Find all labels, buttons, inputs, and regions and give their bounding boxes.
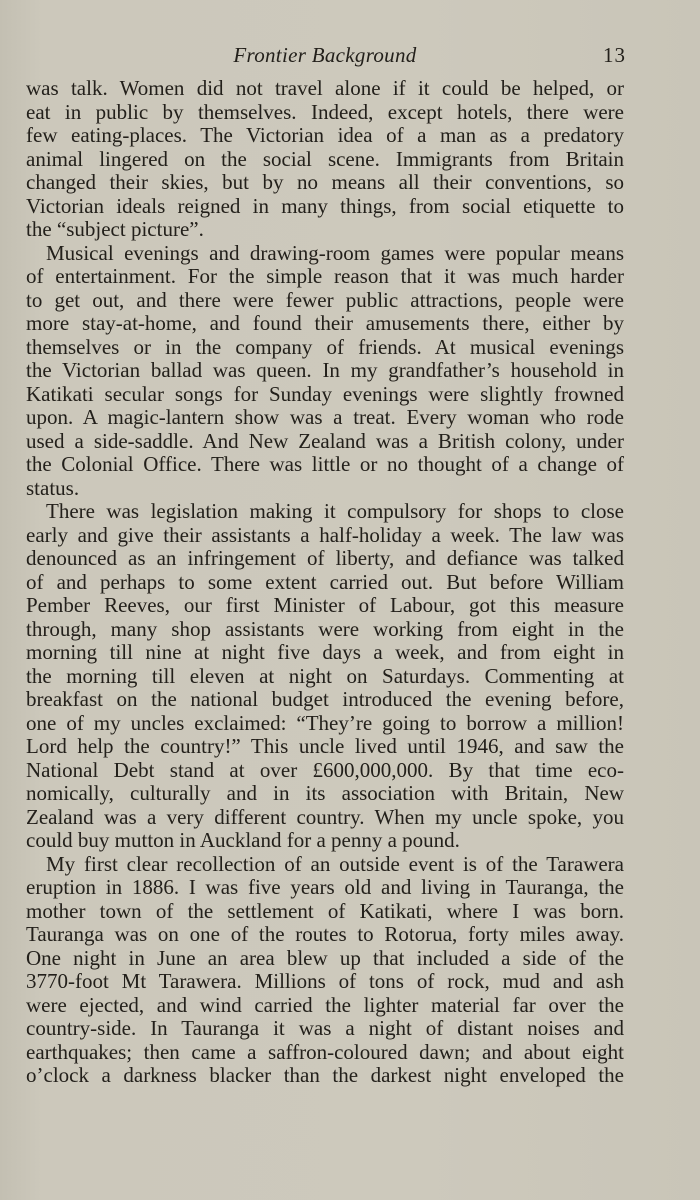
text-line: of entertainment. For the simple reason that it was much harder: [26, 264, 624, 288]
page-number: 13: [603, 43, 626, 67]
text-line: one of my uncles exclaimed: “They’re going to borrow a million!: [26, 710, 624, 735]
running-title: Frontier Background: [233, 43, 417, 67]
text-line: the “subject picture”.: [26, 217, 204, 241]
text-line: upon. A magic-lantern show was a treat. Every woman who rode: [26, 405, 624, 429]
text-line: 3770-foot Mt Tarawera. Millions of tons of rock, mud and ash: [26, 969, 624, 993]
text-line: animal lingered on the social scene. Immigrants from Britain: [26, 146, 624, 171]
text-line: early and give their assistants a half-holiday a week. The law was: [26, 522, 624, 547]
paragraph: [26, 77, 624, 242]
text-line: could buy mutton in Auckland for a penny a pound.: [26, 828, 460, 852]
text-line: country-side. In Tauranga it was a night of distant noises and: [26, 1016, 624, 1040]
text-line: Lord help the country!” This uncle lived until 1946, and saw the: [26, 734, 624, 758]
text-line: status.: [26, 475, 80, 500]
page-header: [24, 43, 626, 69]
text-line: few eating-places. The Victorian idea of a man as a predatory: [26, 123, 624, 147]
text-line: Katikati secular songs for Sunday evenings were slightly frowned: [26, 381, 624, 406]
text-line: breakfast on the national budget introduced the evening before,: [26, 687, 624, 711]
text-line: Pember Reeves, our first Minister of Labour, got this measure: [26, 593, 624, 617]
text-line: more stay-at-home, and found their amusements there, either by: [26, 311, 624, 335]
text-line: Musical evenings and drawing-room games were popular means: [46, 240, 624, 265]
paragraph: [26, 242, 624, 501]
text-line: My first clear recollection of an outside event is of the Tarawera: [46, 851, 624, 876]
text-line: nomically, culturally and in its association with Britain, New: [26, 781, 624, 805]
text-line: of and perhaps to some extent carried out. But before William: [26, 569, 624, 594]
text-line: through, many shop assistants were working from eight in the: [26, 616, 624, 641]
text-line: the Victorian ballad was queen. In my grandfather’s household in: [26, 358, 624, 382]
text-line: to get out, and there were fewer public attractions, people were: [26, 287, 624, 312]
text-line: was talk. Women did not travel alone if it could be helped, or: [26, 76, 624, 100]
text-line: mother town of the settlement of Katikati, where I was born.: [26, 898, 624, 923]
text-line: National Debt stand at over £600,000,000. By that time eco-: [26, 757, 624, 782]
text-line: Tauranga was on one of the routes to Rotorua, forty miles away.: [26, 922, 624, 946]
text-line: There was legislation making it compulsory for shops to close: [46, 499, 624, 523]
paragraph: [26, 500, 624, 853]
text-line: Victorian ideals reigned in many things, from social etiquette to: [26, 193, 624, 218]
text-line: eruption in 1886. I was five years old and living in Tauranga, the: [26, 875, 624, 899]
paragraph: [26, 853, 624, 1088]
text-line: were ejected, and wind carried the lighter material far over the: [26, 992, 624, 1017]
text-line: denounced as an infringement of liberty, and defiance was talked: [26, 546, 624, 570]
text-line: Zealand was a very different country. When my uncle spoke, you: [26, 804, 624, 829]
text-line: One night in June an area blew up that included a side of the: [26, 945, 624, 970]
text-line: the morning till eleven at night on Saturdays. Commenting at: [26, 663, 624, 688]
text-line: themselves or in the company of friends. At musical evenings: [26, 334, 624, 359]
text-line: o’clock a darkness blacker than the darkest night enveloped the: [26, 1063, 624, 1087]
text-line: changed their skies, but by no means all their conventions, so: [26, 170, 624, 194]
body-text: [26, 77, 624, 1088]
text-line: the Colonial Office. There was little or no thought of a change of: [26, 452, 624, 476]
text-line: eat in public by themselves. Indeed, except hotels, there were: [26, 99, 624, 124]
text-line: earthquakes; then came a saffron-coloured dawn; and about eight: [26, 1039, 624, 1064]
text-line: used a side-saddle. And New Zealand was a British colony, under: [26, 428, 624, 453]
text-line: morning till nine at night five days a week, and from eight in: [26, 640, 624, 664]
